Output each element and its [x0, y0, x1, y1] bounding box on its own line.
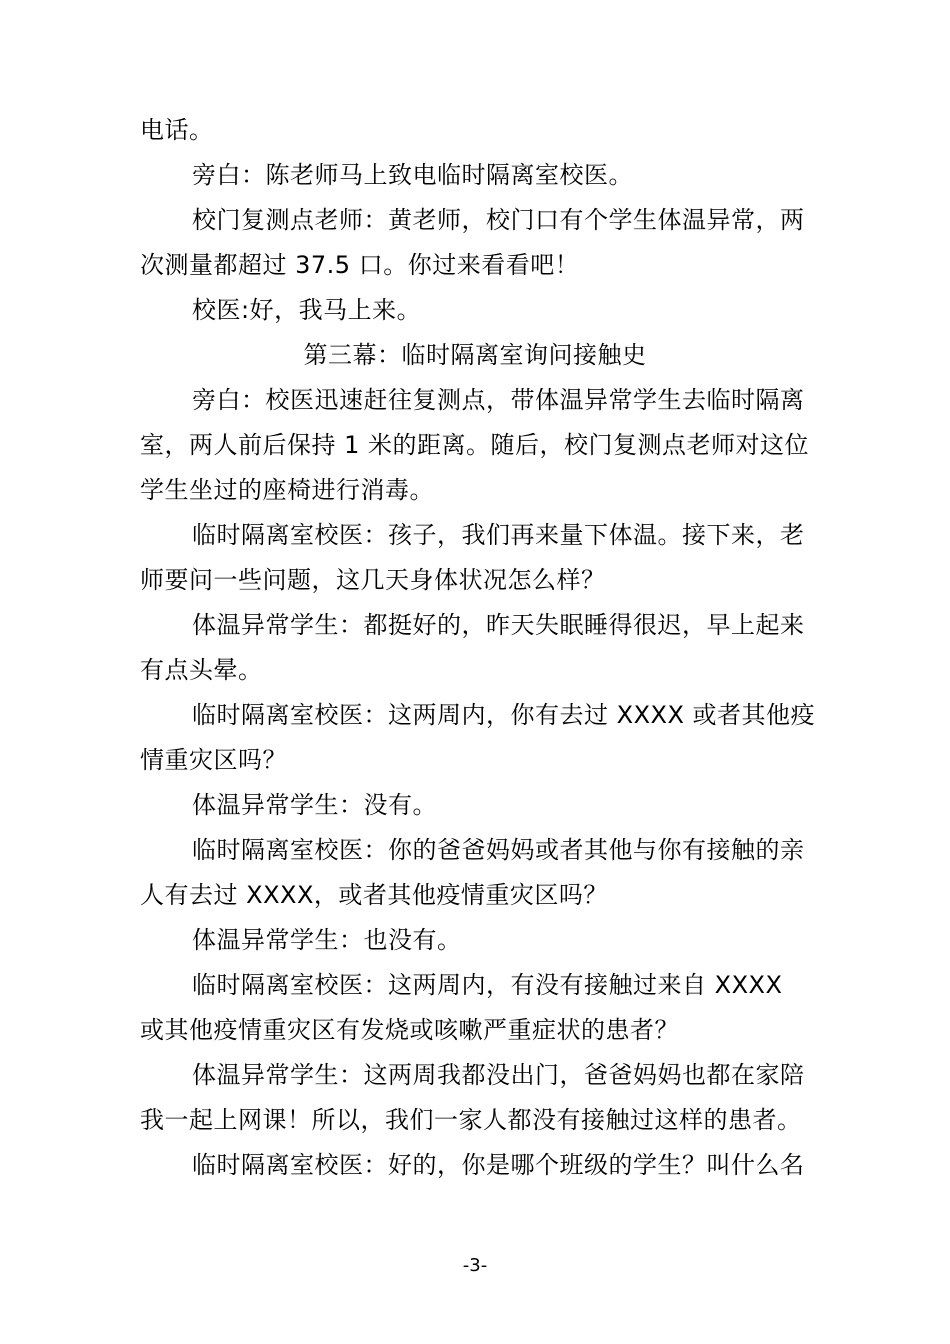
text-line: 电话。	[140, 116, 214, 144]
text-line: 临时隔离室校医：好的，你是哪个班级的学生？叫什么名	[192, 1151, 805, 1179]
text-line: 体温异常学生：没有。	[192, 791, 437, 819]
text-line: 师要问一些问题，这几天身体状况怎么样？	[140, 566, 606, 594]
text-line: 旁白：校医迅速赶往复测点，带体温异常学生去临时隔离	[192, 386, 805, 414]
text-line: 室，两人前后保持 1 米的距离。随后，校门复测点老师对这位	[140, 431, 810, 459]
text-line: 体温异常学生：也没有。	[192, 926, 462, 954]
text-line: 体温异常学生：这两周我都没出门，爸爸妈妈也都在家陪	[192, 1061, 805, 1089]
page-number: -3-	[462, 1255, 488, 1276]
text-line: 情重灾区吗？	[140, 746, 287, 774]
text-line: 学生坐过的座椅进行消毒。	[140, 476, 434, 504]
text-line: 临时隔离室校医：孩子，我们再来量下体温。接下来，老	[192, 521, 805, 549]
text-line: 有点头晕。	[140, 656, 263, 684]
text-line: 校医:好，我马上来。	[192, 296, 422, 324]
text-line: 临时隔离室校医：你的爸爸妈妈或者其他与你有接触的亲	[192, 836, 805, 864]
text-line: 临时隔离室校医：这两周内，你有去过 XXXX 或者其他疫	[192, 701, 816, 729]
text-line: 体温异常学生：都挺好的，昨天失眠睡得很迟，早上起来	[192, 611, 805, 639]
section-heading: 第三幕：临时隔离室询问接触史	[303, 341, 647, 369]
text-line: 我一起上网课！所以，我们一家人都没有接触过这样的患者。	[140, 1106, 802, 1134]
text-line: 人有去过 XXXX，或者其他疫情重灾区吗？	[140, 881, 608, 909]
text-line: 临时隔离室校医：这两周内，有没有接触过来自 XXXX	[192, 971, 783, 999]
text-line: 旁白：陈老师马上致电临时隔离室校医。	[192, 161, 633, 189]
text-line: 次测量都超过 37.5 口。你过来看看吧！	[140, 251, 580, 279]
text-line: 校门复测点老师：黄老师，校门口有个学生体温异常，两	[192, 206, 805, 234]
text-line: 或其他疫情重灾区有发烧或咳嗽严重症状的患者？	[140, 1016, 679, 1044]
